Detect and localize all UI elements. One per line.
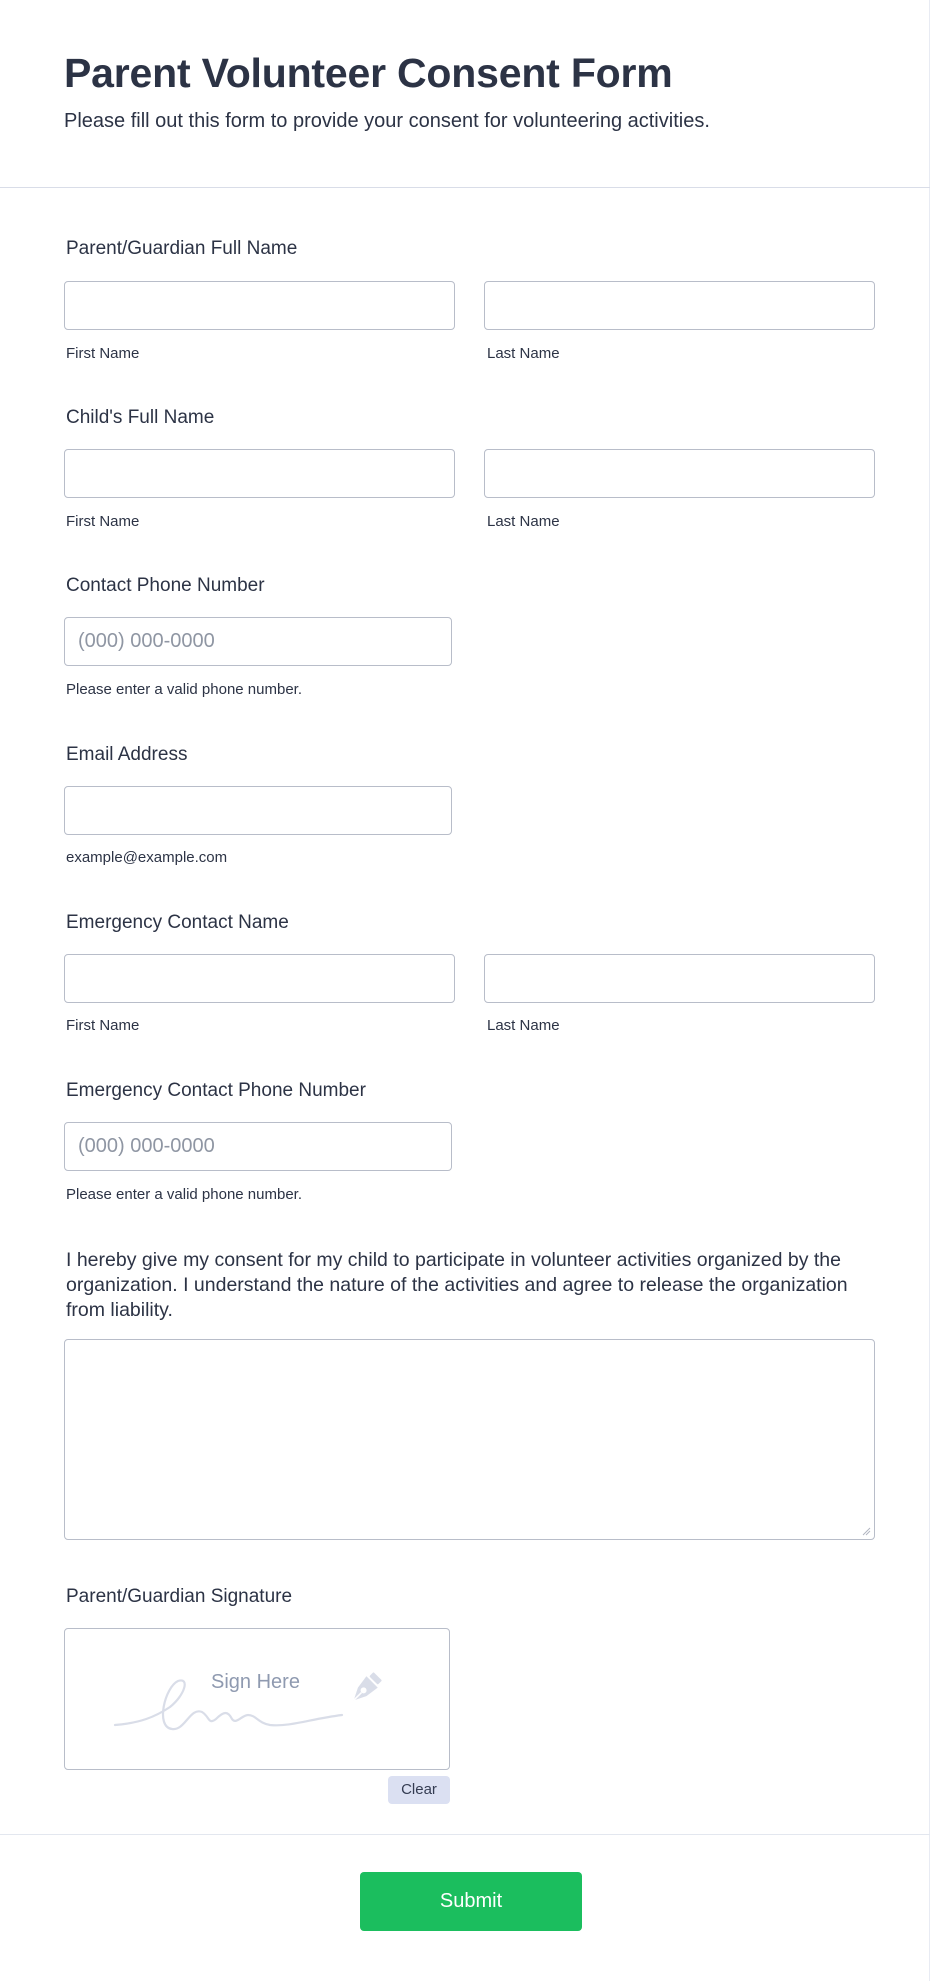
parent-name-label: Parent/Guardian Full Name bbox=[66, 238, 298, 259]
emergency-phone-input[interactable] bbox=[64, 1122, 452, 1171]
sign-here-prompt: Sign Here bbox=[211, 1671, 300, 1693]
child-last-name-sublabel: Last Name bbox=[487, 513, 560, 530]
email-input[interactable] bbox=[64, 786, 452, 835]
parent-last-name-input[interactable] bbox=[484, 281, 875, 330]
pen-nib-icon bbox=[345, 1669, 385, 1709]
emergency-first-name-input[interactable] bbox=[64, 954, 455, 1003]
child-first-name-input[interactable] bbox=[64, 449, 455, 498]
clear-signature-button[interactable]: Clear bbox=[388, 1776, 450, 1804]
child-last-name-input[interactable] bbox=[484, 449, 875, 498]
email-label: Email Address bbox=[66, 744, 188, 765]
parent-first-name-sublabel: First Name bbox=[66, 345, 140, 362]
parent-first-name-input[interactable] bbox=[64, 281, 455, 330]
form-header bbox=[0, 0, 930, 188]
parent-last-name-sublabel: Last Name bbox=[487, 345, 560, 362]
email-hint: example@example.com bbox=[66, 849, 228, 866]
contact-phone-label: Contact Phone Number bbox=[66, 575, 265, 596]
form-subtitle: Please fill out this form to provide your consent for volunteering activities. bbox=[64, 110, 710, 132]
emergency-first-name-sublabel: First Name bbox=[66, 1017, 140, 1034]
child-first-name-sublabel: First Name bbox=[66, 513, 140, 530]
contact-phone-hint: Please enter a valid phone number. bbox=[66, 681, 302, 698]
consent-label: I hereby give my consent for my child to participate in volunteer activities organized by the organization. I understand the nature of the activities and agree to release the organization from liability. bbox=[66, 1249, 848, 1321]
emergency-phone-label: Emergency Contact Phone Number bbox=[66, 1080, 366, 1101]
footer-divider bbox=[0, 1834, 930, 1835]
contact-phone-placeholder: (000) 000-0000 bbox=[78, 630, 215, 652]
emergency-phone-placeholder: (000) 000-0000 bbox=[78, 1135, 215, 1157]
resize-handle-icon[interactable] bbox=[861, 1526, 871, 1536]
child-name-label: Child's Full Name bbox=[66, 407, 215, 428]
emergency-name-label: Emergency Contact Name bbox=[66, 912, 289, 933]
emergency-last-name-sublabel: Last Name bbox=[487, 1017, 560, 1034]
emergency-phone-hint: Please enter a valid phone number. bbox=[66, 1186, 302, 1203]
contact-phone-input[interactable] bbox=[64, 617, 452, 666]
consent-textarea[interactable] bbox=[64, 1339, 875, 1540]
signature-pad[interactable] bbox=[64, 1628, 450, 1770]
emergency-last-name-input[interactable] bbox=[484, 954, 875, 1003]
signature-label: Parent/Guardian Signature bbox=[66, 1586, 293, 1607]
submit-button[interactable]: Submit bbox=[360, 1872, 582, 1931]
form-title: Parent Volunteer Consent Form bbox=[64, 50, 673, 96]
